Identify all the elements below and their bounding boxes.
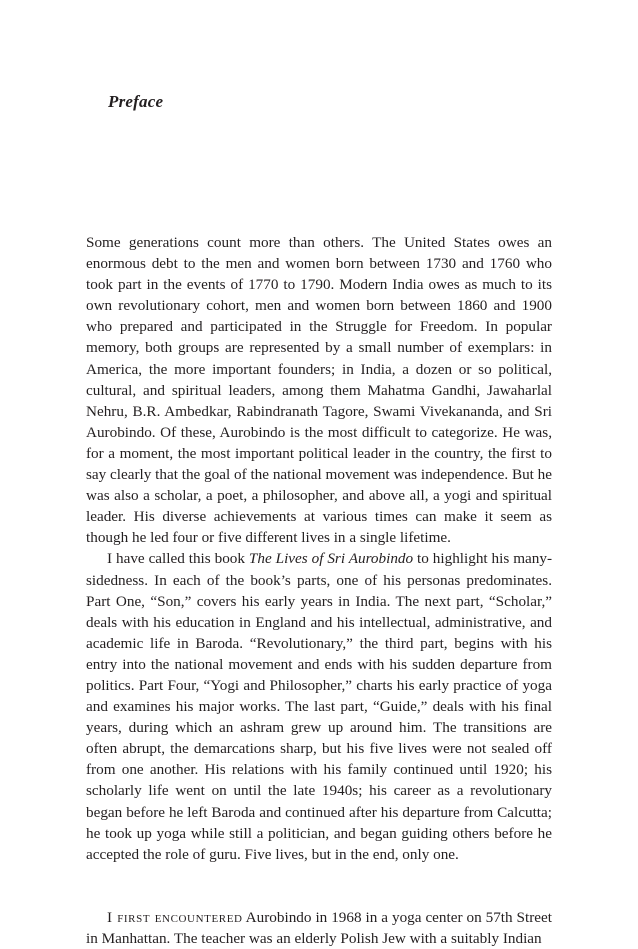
- chapter-heading: Preface: [108, 92, 164, 111]
- text-span: Aurobindo in 1968 in a yoga center on 57th Street in Manhattan. The teacher was an elderly Polish Jew with a suitably Indian: [86, 908, 552, 947]
- book-title: The Lives of Sri Aurobindo: [248, 550, 414, 568]
- text-span: I have called this book: [107, 550, 249, 568]
- paragraph: [86, 907, 552, 949]
- paragraph: Some generations count more than others. The United States owes an enormous debt to the men and women born between 1730 and 1760 who took part in the events of 1770 to 1790. Modern India owes as much to its own revolutionary cohort, men and women born between 1860 and 1900 who prepared and participated in the Struggle for Freedom. In popular memory, both groups are represented by a small number of exemplars: in America, the more important founders; in India, a dozen or so political, cultural, and spiritual leaders, among them Mahatma Gandhi, Jawaharlal Nehru, B.R. Ambedkar, Rabindranath Tagore, Swami Vivekananda, and Sri Aurobindo. Of these, Aurobindo is the most difficult to categorize. He was, for a moment, the most important political leader in the country, the first to say clearly that the goal of the national movement was independence. But he was also a scholar, a poet, a philosopher, and above all, a yogi and spiritual leader. His diverse achievements at various times can make it seem as though he led four or five different lives in a single lifetime.: [86, 234, 553, 547]
- small-caps-lead-in: I first encountered: [107, 908, 243, 926]
- body-text: [86, 232, 552, 949]
- text-span: to highlight his many-sidedness. In each of the book’s parts, one of his personas predominates. Part One, “Son,” covers his early years in India. The next part, “Scholar,” deals with his education in England and his intellectual, administrative, and academic life in Baroda. “Revolutionary,” the third part, begins with his entry into the national movement and ends with his sudden departure from politics. Part Four, “Yogi and Philosopher,” charts his early practice of yoga and examines his major works. The last part, “Guide,” deals with his final years, during which an ashram grew up around him. The transitions are often abrupt, the demarcations sharp, but his five lives were not sealed off from one another. His relations with his family continued until 1920; his scholarly life went on until the late 1940s; his career as a revolutionary began before he left Baroda and continued after his departure from Calcutta; he took up yoga while still a politician, and began guiding others before he accepted the role of guru. Five lives, but in the end, only one.: [86, 550, 552, 863]
- paragraph: [86, 548, 552, 864]
